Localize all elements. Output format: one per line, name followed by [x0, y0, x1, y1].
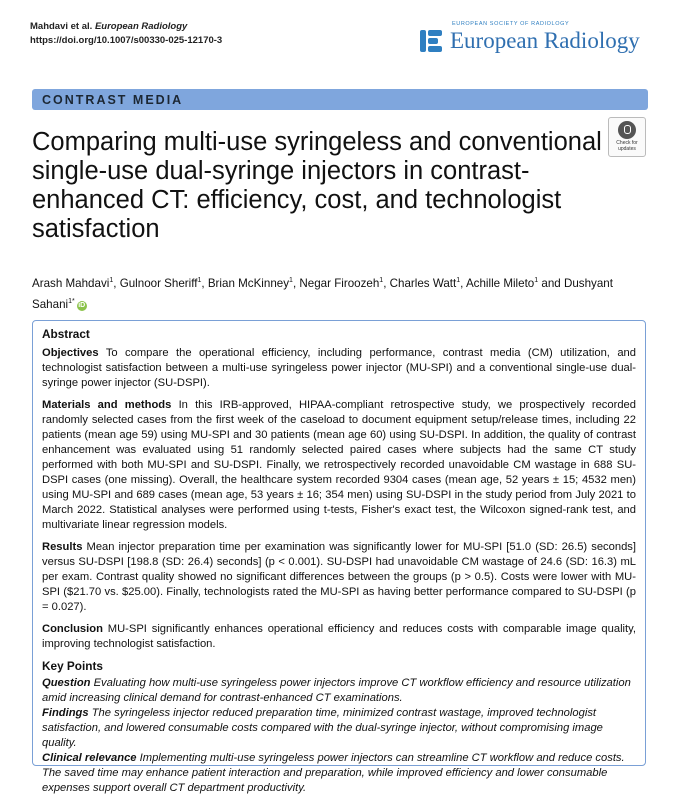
abstract-objectives: Objectives To compare the operational efficiency, including performance, contrast media (CM) utilization, and technologist satisfaction between a multi-use syringeless power injector (MU-SPI) and a conventional single-use dual-syringe power injector (SU-DSPI). — [42, 347, 636, 389]
abstract-methods: Materials and methods In this IRB-approved, HIPAA-compliant retrospective study, we prospectively recorded randomly selected cases from the first week of the caseload to document equipment setup/release times, including 22 patients (mean age 59) using MU-SPI and 30 patients (mean age 60) using SU-DSPI. In addition, the quality of contrast enhancement was evaluated using 51 randomly selected paired cases where subjects had the same CT study performed with both MU-SPI and SU-DSPI. Finally, we retrospectively recorded unavoidable CM wastage in 688 SU-DSPI cases (one missing). Overall, the healthcare system recorded 9304 cases (mean age, 52 years ± 15; 4532 men) using MU-SPI and 689 cases (mean age, 53 years ± 16; 354 men) using SU-DSPI in the study period from July 2021 to March 2022. Statistical analyses were performed using t-tests, Fisher's exact test, the Wilcoxon signed-rank test, and multivariate linear regression models. — [42, 399, 637, 531]
author[interactable]: Negar Firoozeh$^1$ — [299, 276, 384, 290]
orcid-icon[interactable]: iD — [78, 301, 86, 309]
author[interactable]: Dushyant Sahani$^{1*}$ — [32, 276, 613, 311]
running-header — [30, 20, 222, 48]
article-title: Comparing multi-use syringeless and conventional single-use dual-syringe injectors in contrast-enhanced CT: efficiency, cost, and technologist satisfaction — [32, 128, 602, 243]
authors-and: and — [541, 276, 561, 290]
brand-name: European Radiology — [450, 28, 640, 53]
check-for-updates-icon — [618, 121, 636, 139]
section-bar — [32, 89, 648, 110]
key-point-relevance: Clinical relevance Implementing multi-use syringeless power injectors can streamline CT workflow and reduce costs. The saved time may enhance patient interaction and preparation, while improved efficiency and lower consumable expenses support overall CT department productivity. — [42, 752, 625, 794]
doi-link[interactable]: https://doi.org/10.1007/s00330-025-12170-3 — [30, 35, 223, 46]
author[interactable]: Achille Mileto$^1$ — [465, 276, 539, 290]
abstract-heading: Abstract — [42, 327, 90, 341]
header-journal: European Radiology — [94, 21, 188, 32]
society-logo-icon — [420, 30, 442, 52]
section-label: CONTRAST MEDIA — [42, 93, 184, 107]
key-points-heading: Key Points — [42, 659, 103, 673]
abstract-box — [32, 320, 646, 794]
key-point-findings: Findings The syringeless injector reduced preparation time, minimized contrast wastage, improved technologist satisfaction, and lowered consumable costs compared with the dual-syringe injector, without compromising image quality. — [42, 707, 603, 749]
author[interactable]: Brian McKinney$^1$ — [207, 276, 293, 290]
header-authors: Mahdavi et al. — [30, 21, 93, 32]
badge-label: Check for updates — [616, 140, 638, 152]
author[interactable]: Arash Mahdavi$^1$ — [32, 276, 114, 290]
abstract-conclusion: Conclusion MU-SPI significantly enhances operational efficiency and reduces costs with comparable image quality, improving technologist satisfaction. — [42, 623, 637, 650]
journal-logo[interactable] — [420, 21, 640, 54]
author-list: Arash Mahdavi$^1$, Gulnoor Sheriff$^1$, Brian McKinney$^1$, Negar Firoozeh$^1$, Charles Watt$^1$, Achille Mileto$^1$ and Dushyant Sahani$^{1*}$iD — [32, 276, 613, 311]
key-point-question: Question Evaluating how multi-use syringeless power injectors improve CT workflow efficiency and resource utilization amid increasing clinical demand for contrast-enhanced CT examinations. — [42, 677, 631, 704]
author[interactable]: Gulnoor Sheriff$^1$ — [119, 276, 202, 290]
brand-society: EUROPEAN SOCIETY OF RADIOLOGY — [452, 21, 570, 27]
author[interactable]: Charles Watt$^1$ — [389, 276, 461, 290]
abstract-results: Results Mean injector preparation time per examination was significantly lower for MU-SPI [51.0 (SD: 26.5) seconds] versus SU-DSPI [198.8 (SD: 26.4) seconds] (p < 0.001). SU-DSPI had unavoidable CM wastage of 24.6 (SD: 16.3) mL per exam. Contrast quality showed no significant differences between the groups (p > 0.5). Costs were lower with MU-SPI ($21.70 vs. $25.00). Finally, technologists rated the MU-SPI as having better performance compared to SU-DSPI (p = 0.027). — [42, 541, 636, 613]
check-for-updates-badge[interactable] — [608, 117, 646, 157]
